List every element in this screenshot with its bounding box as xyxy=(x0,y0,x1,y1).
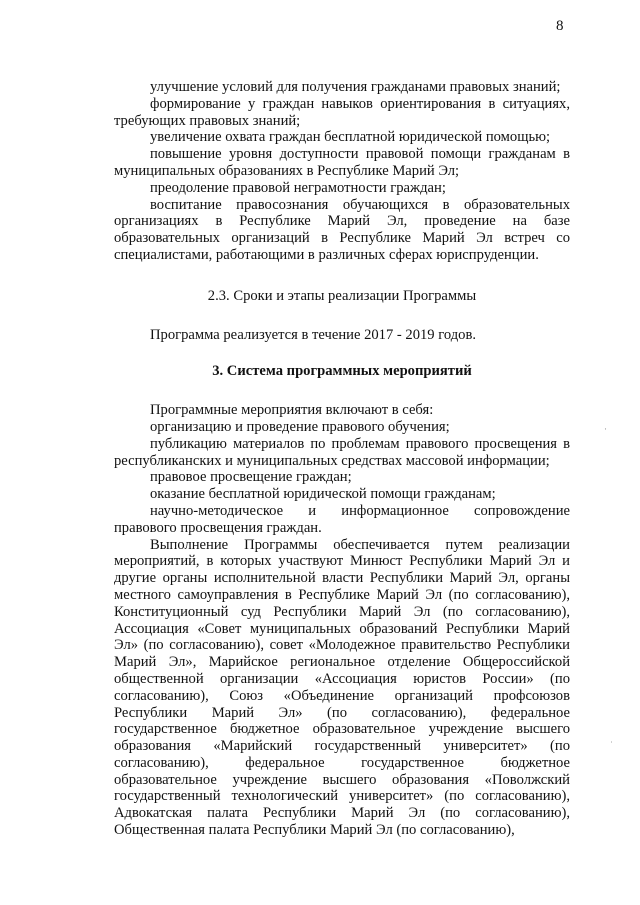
section-2-3-heading: 2.3. Сроки и этапы реализации Программы xyxy=(207,287,477,304)
goals-list xyxy=(114,79,570,264)
goal-item: формирование у граждан навыков ориентирования в ситуациях, требующих правовых знаний; xyxy=(114,95,570,129)
activity-paragraph: правовое просвещение граждан; xyxy=(150,469,352,486)
scan-speck: ˙ xyxy=(610,740,613,750)
activity-paragraph: Программные мероприятия включают в себя: xyxy=(150,402,434,419)
goal-item: улучшение условий для получения гражданами правовых знаний; xyxy=(150,79,561,95)
goal-item: воспитание правосознания обучающихся в образовательных организациях в Республике Марий Эл, проведение на базе образовательных организаций в Республике Марий Эл встреч со специалистами, работающими в различных сферах юриспруденции. xyxy=(114,196,570,263)
document-body xyxy=(114,79,570,839)
goal-item: повышение уровня доступности правовой помощи гражданам в муниципальных образованиях в Республике Марий Эл; xyxy=(114,146,570,179)
activity-paragraph: оказание бесплатной юридической помощи гражданам; xyxy=(150,486,496,503)
activity-paragraph: организацию и проведение правового обучения; xyxy=(150,418,450,435)
activity-paragraph: публикацию материалов по проблемам правового просвещения в республиканских и муниципальных средствах массовой информации; xyxy=(114,435,570,469)
activity-paragraph: Выполнение Программы обеспечивается путем реализации мероприятий, в которых участвуют Минюст Республики Марий Эл и другие органы исполнительной власти Республики Марий Эл, органы местного самоуправления в Республике Марий Эл (по согласованию), Конституционный суд Республики Марий Эл (по согласованию), Ассоциация «Совет муниципальных образований Республики Марий Эл» (по согласованию), совет «Молодежное правительство Республики Марий Эл», Марийское региональное отделение Общероссийской общественной организации «Ассоциация юристов России» (по согласованию), Союз «Объединение организаций профсоюзов Республики Марий Эл» (по согласованию), федеральное государственное бюджетное образовательное учреждение высшего образования «Марийский государственный университет» (по согласованию), федеральное государственное бюджетное образовательное учреждение высшего образования «Поволжский государственный технологический университет» (по согласованию), Адвокатская палата Республики Марий Эл (по согласованию), Общественная палата Республики Марий Эл (по согласованию), xyxy=(114,536,570,839)
section-3-heading: 3. Система программных мероприятий xyxy=(212,363,472,380)
section-2-3-text: Программа реализуется в течение 2017 - 2019 годов. xyxy=(150,326,477,343)
page-number: 8 xyxy=(556,18,564,34)
goal-item: преодоление правовой неграмотности граждан; xyxy=(150,179,446,196)
goal-item: увеличение охвата граждан бесплатной юридической помощью; xyxy=(150,129,551,146)
scan-speck: · xyxy=(604,424,607,434)
program-activities xyxy=(114,402,570,839)
activity-paragraph: научно-методическое и информационное сопровождение правового просвещения граждан. xyxy=(114,502,570,536)
